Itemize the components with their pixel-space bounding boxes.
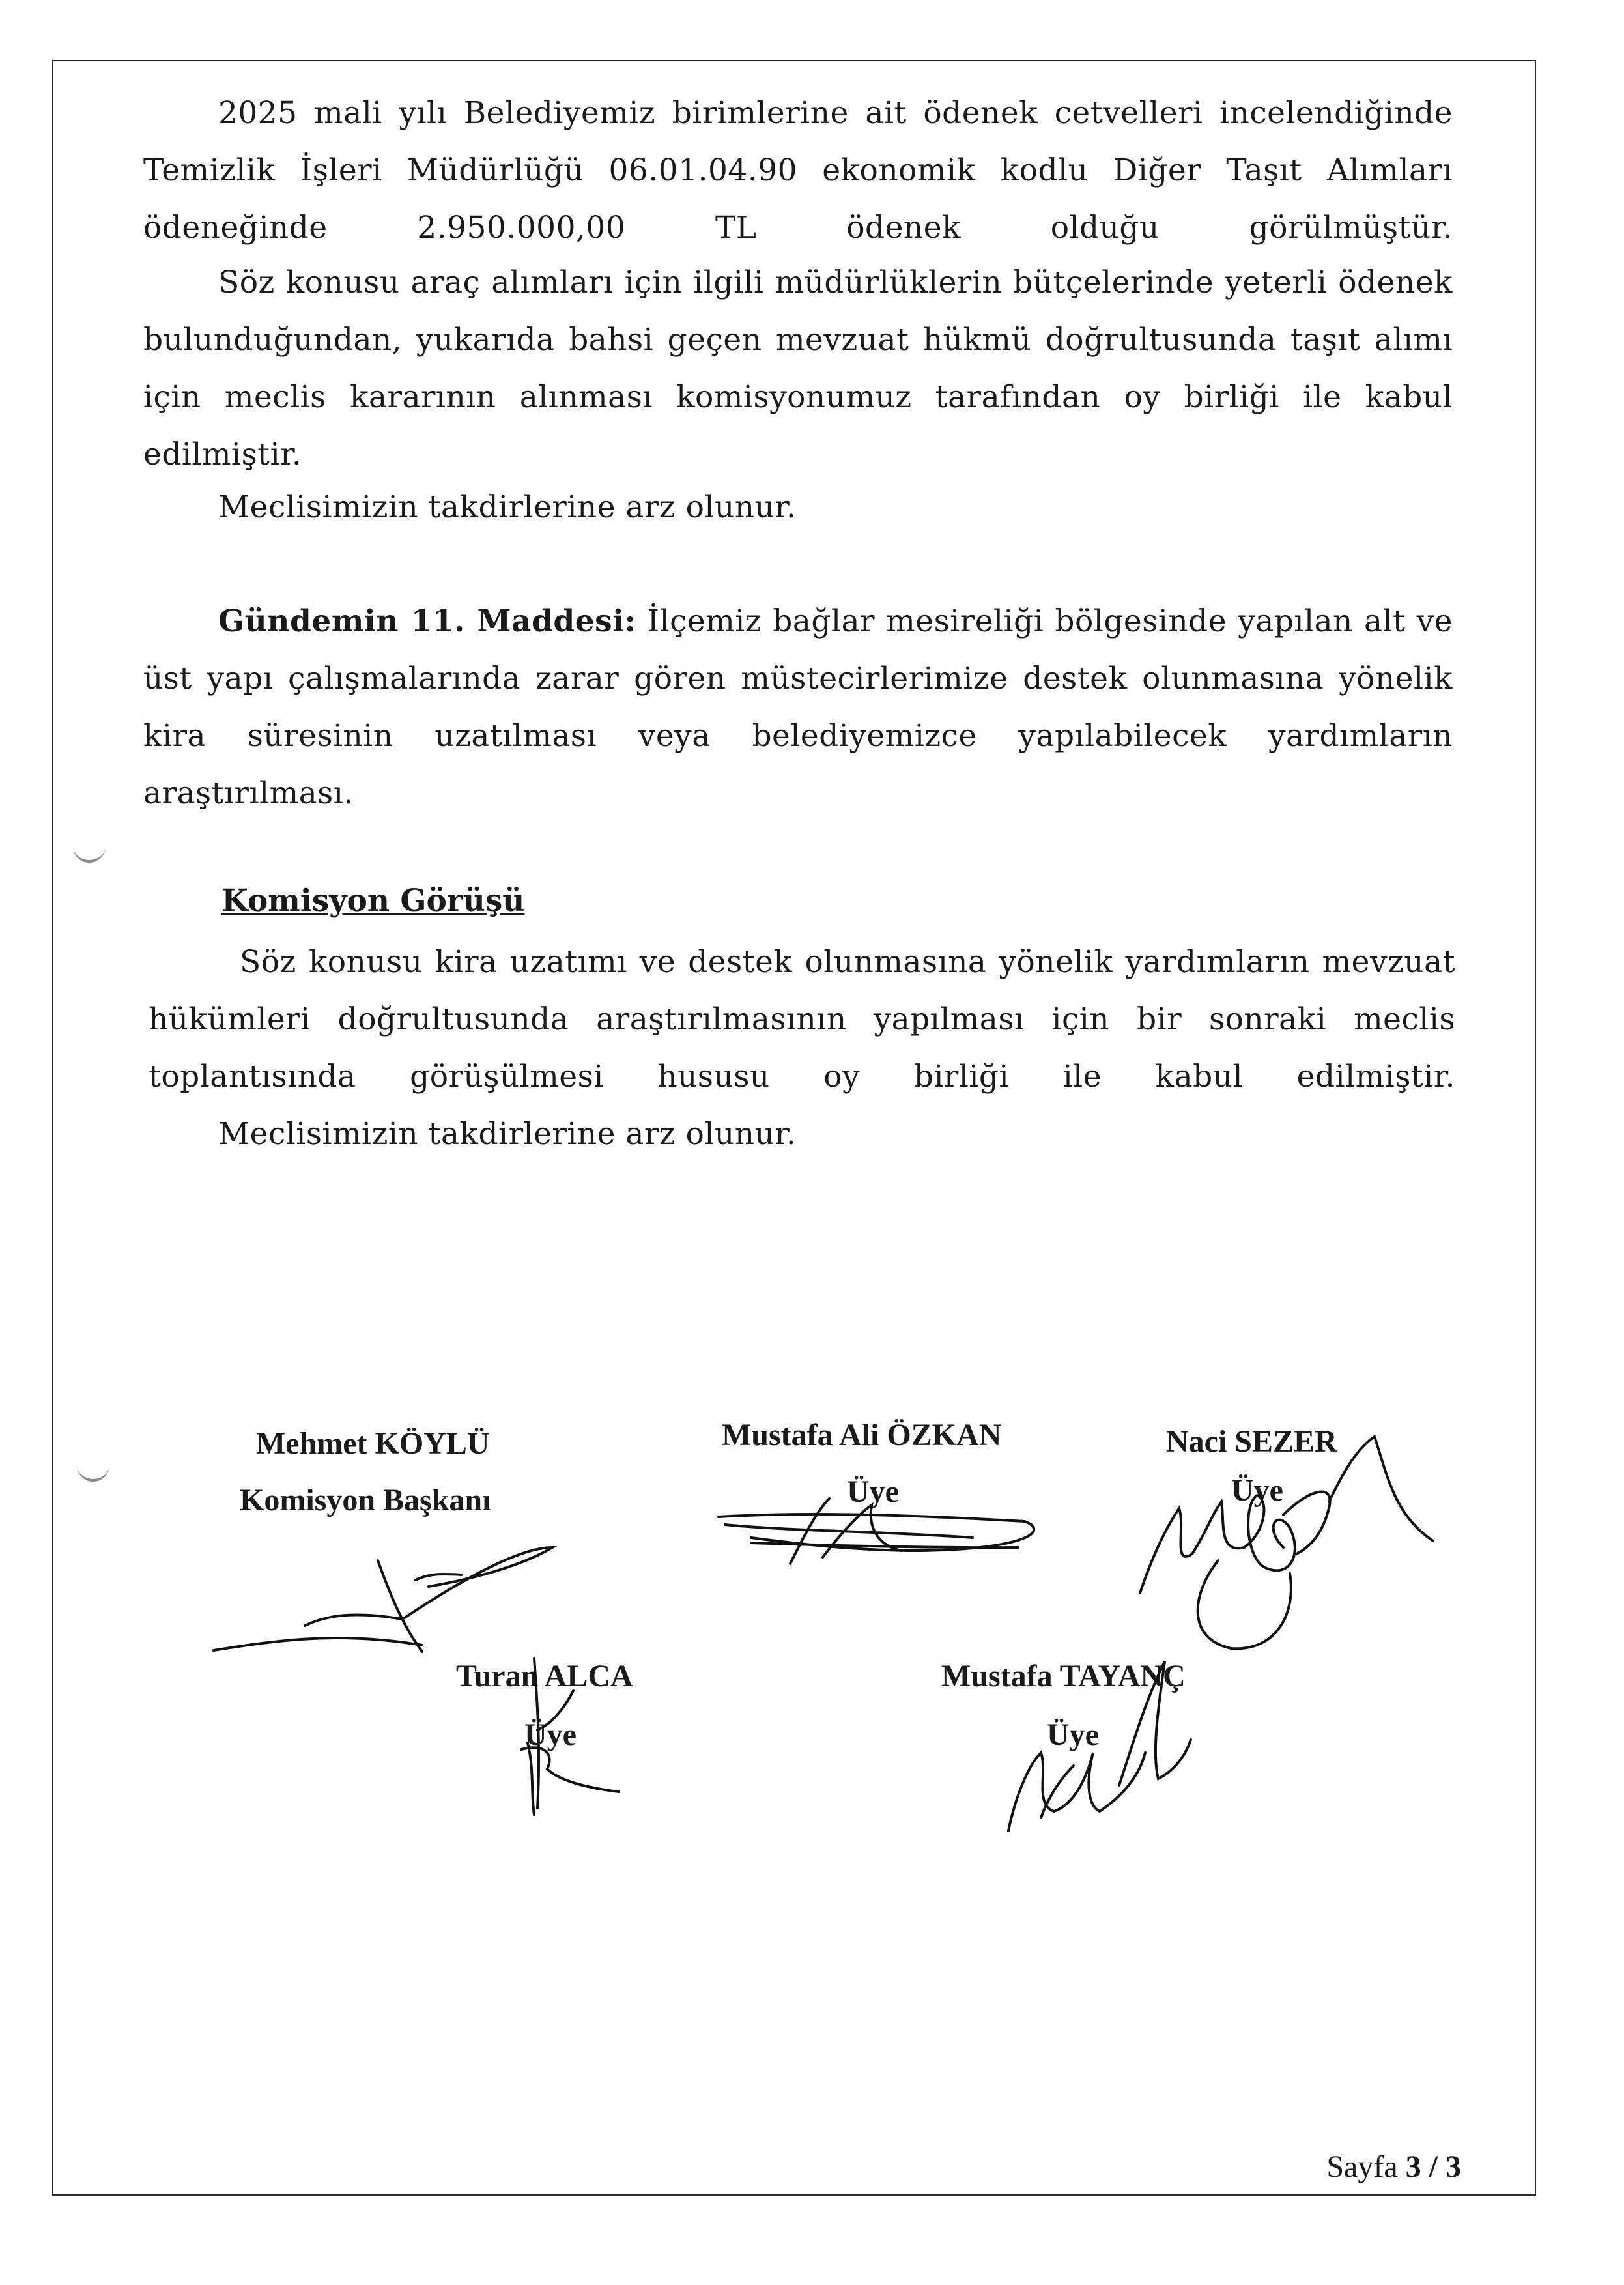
agenda-text: İlçemiz bağlar mesireliği bölgesinde yapılan alt ve üst yapı çalışmalarında zarar gören müstecirlerimize destek olunmasına yönelik kira süresinin uzatılması veya belediyemizce yapılabilecek yardımların araştırılması. <box>143 603 1453 811</box>
signatory-role: Üye <box>1231 1473 1283 1508</box>
signatory-role: Üye <box>524 1717 577 1752</box>
signatory-name: Mustafa TAYANÇ <box>941 1659 1186 1693</box>
page-number-prefix: Sayfa <box>1326 2149 1398 2184</box>
signatory-name: Turan ALCA <box>456 1659 633 1693</box>
signatory-role: Üye <box>1047 1717 1099 1752</box>
signature-ozkan <box>712 1486 1051 1577</box>
commission-heading: Komisyon Görüşü <box>221 883 525 919</box>
signature-tayanc <box>989 1648 1204 1870</box>
signature-alca <box>508 1652 638 1821</box>
paragraph-closing-2: Meclisimizin takdirlerine arz olunur. <box>218 1116 797 1152</box>
signatory-role: Komisyon Başkanı <box>240 1483 491 1517</box>
signatory-name: Mehmet KÖYLÜ <box>256 1426 490 1461</box>
signature-sezer <box>1114 1424 1440 1671</box>
signatory-name: Naci SEZER <box>1166 1424 1337 1459</box>
paragraph-budget: 2025 mali yılı Belediyemiz birimlerine ait ödenek cetvelleri incelendiğinde Temizlik İşleri Müdürlüğü 06.01.04.90 ekonomik kodlu Diğer Taşıt Alımları ödeneğinde 2.950.000,00 TL ödenek olduğu görülmüştür. <box>143 95 1453 246</box>
paragraph-decision: Söz konusu araç alımları için ilgili müdürlüklerin bütçelerinde yeterli ödenek bulunduğundan, yukarıda bahsi geçen mevzuat hükmü doğrultusunda taşıt alımı için meclis kararının alınması komisyonumuz tarafından oy birliği ile kabul edilmiştir. <box>143 265 1453 472</box>
page-number-total: 3 <box>1446 2149 1461 2184</box>
page-number <box>1326 2149 1461 2185</box>
page-number-current: 3 <box>1405 2149 1421 2184</box>
signatory-role: Üye <box>847 1474 899 1509</box>
agenda-item-11 <box>143 593 1453 822</box>
agenda-label: Gündemin 11. Maddesi: <box>218 603 636 639</box>
commission-text: Söz konusu kira uzatımı ve destek olunmasına yönelik yardımların mevzuat hükümleri doğrultusunda araştırılmasının yapılması için bir sonraki meclis toplantısında görüşülmesi hususu oy birliği ile kabul edilmiştir. <box>149 944 1455 1095</box>
page-number-separator: / <box>1429 2149 1438 2184</box>
signatory-name: Mustafa Ali ÖZKAN <box>722 1418 1002 1452</box>
paragraph-closing-1: Meclisimizin takdirlerine arz olunur. <box>218 489 797 525</box>
